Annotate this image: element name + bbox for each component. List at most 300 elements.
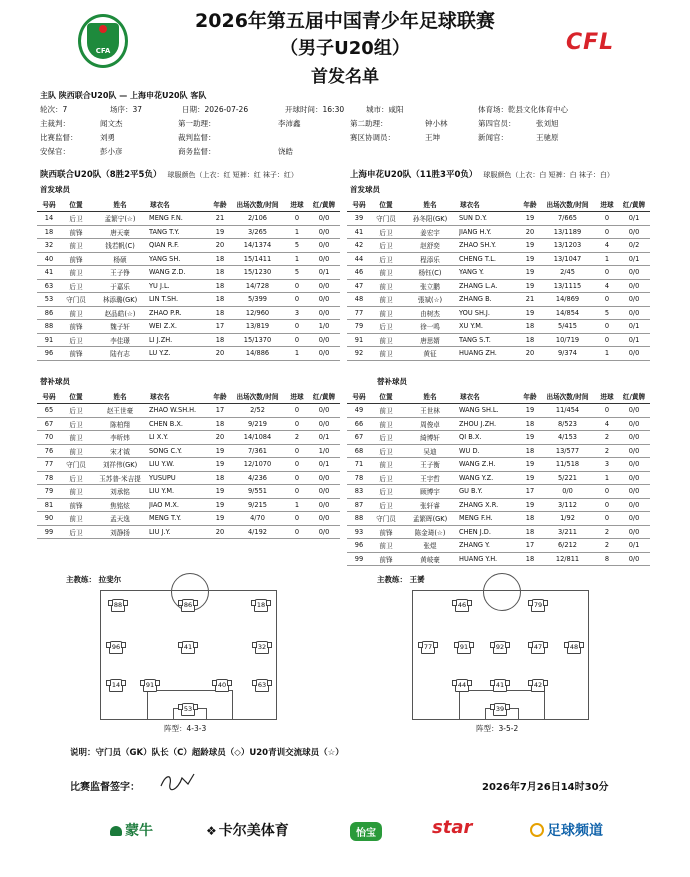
table-row (347, 498, 650, 512)
table-cell: 9/551 (229, 485, 286, 499)
table-cell: 18 (211, 252, 229, 266)
table-cell: 2/52 (229, 404, 286, 418)
table-cell: 钱若帆(C) (91, 239, 149, 253)
table-cell: ZHANG B. (459, 293, 521, 307)
table-cell: 0/0 (308, 239, 340, 253)
table-cell: 0 (286, 458, 308, 472)
table-cell: JIAO M.X. (149, 498, 211, 512)
player-jersey-icon: 40 (215, 679, 229, 692)
away-formation-pitch (412, 590, 589, 720)
table-cell: 13/1047 (539, 252, 596, 266)
table-cell: 19 (211, 512, 229, 526)
table-cell: 前锋 (61, 320, 91, 334)
table-cell: 0/1 (618, 252, 650, 266)
table-cell: 0/0 (618, 279, 650, 293)
table-row (347, 212, 650, 226)
table-cell: 后卫 (371, 485, 401, 499)
table-cell: 88 (37, 320, 61, 334)
table-cell: 19 (211, 458, 229, 472)
column-header: 进球 (596, 389, 618, 404)
table-cell: 孟繁宁(☆) (91, 212, 149, 226)
column-header: 球衣名 (459, 197, 521, 212)
player-jersey-icon: 47 (531, 641, 545, 654)
table-cell: 14/869 (539, 293, 596, 307)
column-header: 红/黄牌 (618, 197, 650, 212)
table-cell: LU Y.Z. (149, 347, 211, 361)
table-cell: 88 (347, 512, 371, 526)
table-cell: 21 (521, 293, 539, 307)
table-cell: 47 (347, 279, 371, 293)
table-cell: 20 (521, 225, 539, 239)
column-header: 位置 (61, 389, 91, 404)
table-cell: 姜宏宇 (401, 225, 459, 239)
table-cell: 19 (521, 306, 539, 320)
table-cell: LI X.Y. (149, 431, 211, 445)
table-row (37, 333, 340, 347)
table-cell: SUN D.Y. (459, 212, 521, 226)
column-header: 姓名 (91, 389, 149, 404)
venue: 体育场：乾县文化体育中心 (478, 105, 568, 114)
table-cell: 0 (286, 444, 308, 458)
table-cell: 0 (596, 212, 618, 226)
table-cell: JIANG H.Y. (459, 225, 521, 239)
home-starters-table (37, 197, 340, 361)
table-cell: 0 (596, 333, 618, 347)
column-header: 位置 (371, 197, 401, 212)
column-header: 号码 (347, 389, 371, 404)
table-row (37, 320, 340, 334)
table-cell: 41 (347, 225, 371, 239)
table-cell: 后卫 (61, 212, 91, 226)
kelme-paw-icon: ❖ (206, 824, 217, 838)
table-cell: 李昕炜 (91, 431, 149, 445)
player-jersey-icon: 53 (181, 703, 195, 716)
table-cell: YANG Y. (459, 266, 521, 280)
official-label: 赛区协调员： (350, 133, 395, 142)
table-cell: 孟繁晖(GK) (401, 512, 459, 526)
table-cell: ZHANG L.A. (459, 279, 521, 293)
away-team-header: 上海申花U20队（11胜3平0负） 球服颜色（上衣：白 短裤：白 袜子：白） (350, 170, 614, 180)
table-cell: 刘承铭 (91, 485, 149, 499)
table-cell: 4 (596, 417, 618, 431)
table-cell: 0/0 (308, 417, 340, 431)
table-cell: 0 (286, 320, 308, 334)
table-row (37, 347, 340, 361)
table-cell: 5 (286, 266, 308, 280)
kickoff-time: 开球时间：16:30 (285, 105, 345, 114)
table-cell: 20 (211, 239, 229, 253)
table-cell: 4 (596, 279, 618, 293)
table-cell: 王子衡 (401, 458, 459, 472)
table-row (347, 552, 650, 566)
document-title: 首发名单 (311, 67, 379, 87)
table-cell: 前卫 (61, 306, 91, 320)
table-cell: 4/236 (229, 471, 286, 485)
table-cell: 后卫 (371, 225, 401, 239)
home-formation: 阵型：4-3-3 (164, 724, 207, 733)
signature-label: 比赛监督签字： (70, 782, 140, 793)
table-cell: LIU Y.W. (149, 458, 211, 472)
table-cell: 前锋 (371, 552, 401, 566)
column-header: 号码 (37, 389, 61, 404)
table-cell: 18 (521, 512, 539, 526)
table-cell: 0/0 (308, 333, 340, 347)
table-cell: 15/1230 (229, 266, 286, 280)
table-cell: 张煜 (401, 539, 459, 553)
table-cell: 4 (596, 239, 618, 253)
player-jersey-icon: 63 (255, 679, 269, 692)
table-cell: 前卫 (371, 417, 401, 431)
player-jersey-icon: 18 (254, 599, 268, 612)
table-cell: ZHAO W.SH.H. (149, 404, 211, 418)
table-cell: 20 (211, 347, 229, 361)
table-cell: 后卫 (61, 333, 91, 347)
table-cell: 18 (211, 279, 229, 293)
signature-scribble (158, 770, 198, 792)
table-cell: 0 (286, 333, 308, 347)
table-cell: 4/153 (539, 431, 596, 445)
column-header: 年龄 (521, 197, 539, 212)
table-cell: 2 (596, 444, 618, 458)
table-cell: 1 (596, 471, 618, 485)
table-row (347, 293, 650, 307)
table-cell: 0 (286, 525, 308, 539)
table-row (37, 306, 340, 320)
table-cell: 3/112 (539, 498, 596, 512)
table-cell: 前卫 (61, 444, 91, 458)
table-row (37, 404, 340, 418)
official-value: 钟小林 (425, 119, 448, 128)
table-cell: 李佳璟 (91, 333, 149, 347)
table-cell: 前卫 (371, 279, 401, 293)
official-label: 新闻官： (478, 133, 508, 142)
official-value: 彭小彦 (100, 147, 123, 156)
column-header: 出场次数/时间 (539, 389, 596, 404)
table-cell: 18 (521, 525, 539, 539)
table-cell: ZHOU J.ZH. (459, 417, 521, 431)
table-row (347, 444, 650, 458)
player-jersey-icon: 91 (143, 679, 157, 692)
table-cell: 7/665 (539, 212, 596, 226)
table-row (347, 404, 650, 418)
table-cell: 19 (521, 404, 539, 418)
player-jersey-icon: 41 (493, 679, 507, 692)
table-cell: 71 (347, 458, 371, 472)
table-row (347, 333, 650, 347)
table-cell: 99 (37, 525, 61, 539)
table-cell: 1 (596, 252, 618, 266)
table-cell: CHEN B.X. (149, 417, 211, 431)
column-header: 出场次数/时间 (229, 389, 286, 404)
column-header: 号码 (347, 197, 371, 212)
table-cell: 0/0 (618, 431, 650, 445)
table-cell: 46 (347, 266, 371, 280)
home-kit-colors: 球服颜色（上衣：红 短裤：红 袜子：红） (167, 171, 298, 179)
official-label: 比赛监督： (40, 133, 78, 142)
table-cell: 刘静扬 (91, 525, 149, 539)
table-cell: 后卫 (61, 525, 91, 539)
table-cell: 后卫 (371, 252, 401, 266)
table-cell: 76 (37, 444, 61, 458)
table-cell: 13/1189 (539, 225, 596, 239)
city: 城市：咸阳 (366, 105, 404, 114)
column-header: 姓名 (91, 197, 149, 212)
mengniu-logo-icon (110, 826, 122, 836)
table-cell: 0 (596, 404, 618, 418)
table-row (37, 458, 340, 472)
official-value: 刘勇 (100, 133, 115, 142)
cfl-logo: CFL (566, 30, 615, 55)
table-row (347, 252, 650, 266)
table-cell: 张轩睿 (401, 498, 459, 512)
table-row (37, 293, 340, 307)
table-cell: 后卫 (371, 239, 401, 253)
table-cell: 后卫 (61, 417, 91, 431)
table-cell: SONG C.Y. (149, 444, 211, 458)
table-cell: 9/374 (539, 347, 596, 361)
table-cell: 19 (521, 431, 539, 445)
table-cell: 12/1070 (229, 458, 286, 472)
table-cell: 77 (347, 306, 371, 320)
table-cell: 孟天逸 (91, 512, 149, 526)
table-cell: 10/719 (539, 333, 596, 347)
table-cell: 0/1 (618, 539, 650, 553)
table-cell: 0/0 (308, 225, 340, 239)
table-cell: 0/0 (308, 471, 340, 485)
table-cell: 守门员 (371, 512, 401, 526)
table-cell: 吴迪 (401, 444, 459, 458)
table-cell: 17 (521, 485, 539, 499)
table-cell: 5/221 (539, 471, 596, 485)
table-cell: 4/70 (229, 512, 286, 526)
player-jersey-icon: 41 (181, 641, 195, 654)
table-cell: 0/0 (618, 293, 650, 307)
table-cell: 0/0 (618, 306, 650, 320)
table-cell: 53 (37, 293, 61, 307)
table-cell: 0/1 (618, 320, 650, 334)
table-cell: WANG Y.Z. (459, 471, 521, 485)
table-cell: 20 (211, 525, 229, 539)
table-cell: 0/0 (618, 225, 650, 239)
table-cell: LIU Y.M. (149, 485, 211, 499)
table-cell: 5/415 (539, 320, 596, 334)
official-value: 闻文杰 (100, 119, 123, 128)
table-cell: WU D. (459, 444, 521, 458)
table-cell: 99 (347, 552, 371, 566)
table-cell: 14/1084 (229, 431, 286, 445)
player-jersey-icon: 88 (111, 599, 125, 612)
table-cell: 守门员 (371, 212, 401, 226)
table-cell: 12/960 (229, 306, 286, 320)
table-cell: 5 (596, 306, 618, 320)
table-cell: 93 (347, 525, 371, 539)
table-cell: 70 (37, 431, 61, 445)
table-cell: 14/886 (229, 347, 286, 361)
table-cell: 0/0 (308, 279, 340, 293)
away-formation: 阵型：3-5-2 (476, 724, 519, 733)
official-label: 第四官员： (478, 119, 516, 128)
table-cell: 39 (347, 212, 371, 226)
table-cell: 前锋 (61, 498, 91, 512)
official-label: 裁判监督： (178, 133, 216, 142)
table-cell: 0/0 (618, 498, 650, 512)
table-header-row (347, 389, 650, 404)
table-cell: 0 (596, 225, 618, 239)
table-cell: 3 (286, 306, 308, 320)
table-cell: 18 (37, 225, 61, 239)
table-cell: 96 (347, 539, 371, 553)
table-cell: 1 (596, 347, 618, 361)
table-cell: 1/0 (308, 320, 340, 334)
column-header: 进球 (596, 197, 618, 212)
table-cell: 后卫 (61, 279, 91, 293)
table-cell: 0/0 (618, 458, 650, 472)
column-header: 球衣名 (459, 389, 521, 404)
table-cell: 49 (347, 404, 371, 418)
table-cell: HUANG ZH. (459, 347, 521, 361)
table-cell: 18 (521, 320, 539, 334)
table-cell: 王子铮 (91, 266, 149, 280)
table-cell: QIAN R.F. (149, 239, 211, 253)
league-title: 2026年第五届中国青少年足球联赛 (195, 10, 495, 32)
column-header: 出场次数/时间 (229, 197, 286, 212)
table-cell: 8/523 (539, 417, 596, 431)
table-cell: 18 (521, 417, 539, 431)
table-cell: YU J.L. (149, 279, 211, 293)
table-row (37, 266, 340, 280)
table-cell: 19 (211, 485, 229, 499)
table-cell: 0/0 (308, 212, 340, 226)
player-jersey-icon: 92 (493, 641, 507, 654)
cfa-logo: CFA (78, 14, 128, 68)
away-subs-table (347, 389, 650, 566)
table-cell: 6/212 (539, 539, 596, 553)
official-label: 商务监督： (178, 147, 216, 156)
table-cell: 2 (596, 539, 618, 553)
table-cell: 程添乐 (401, 252, 459, 266)
table-cell: 18 (211, 306, 229, 320)
table-cell: 唐思婿 (401, 333, 459, 347)
table-cell: 0/1 (308, 266, 340, 280)
table-row (347, 539, 650, 553)
table-cell: MENG F.N. (149, 212, 211, 226)
official-label: 第一助理： (178, 119, 216, 128)
table-cell: 林添璐(GK) (91, 293, 149, 307)
table-cell: 13/577 (539, 444, 596, 458)
table-cell: 3 (596, 458, 618, 472)
table-cell: 15/1411 (229, 252, 286, 266)
table-header-row (37, 197, 340, 212)
table-cell: 5/399 (229, 293, 286, 307)
column-header: 球衣名 (149, 197, 211, 212)
column-header: 红/黄牌 (618, 389, 650, 404)
table-cell: 0 (596, 266, 618, 280)
table-cell: 后卫 (371, 320, 401, 334)
match-number: 场序：37 (110, 105, 143, 114)
table-row (347, 512, 650, 526)
table-cell: 宋才钺 (91, 444, 149, 458)
table-cell: 90 (37, 512, 61, 526)
table-cell: 后卫 (371, 471, 401, 485)
table-cell: 玉苏普·米吉提 (91, 471, 149, 485)
table-cell: 陆有志 (91, 347, 149, 361)
table-cell: 赵品皓(☆) (91, 306, 149, 320)
table-row (347, 458, 650, 472)
sponsor-cestbon: 怡宝 (350, 822, 382, 841)
table-cell: 1/92 (539, 512, 596, 526)
away-starters-table (347, 197, 650, 361)
table-cell: 守门员 (61, 458, 91, 472)
table-cell: 3/211 (539, 525, 596, 539)
table-cell: 王宇哲 (401, 471, 459, 485)
table-cell: 79 (37, 485, 61, 499)
table-cell: 唐天豪 (91, 225, 149, 239)
official-value: 王驰原 (536, 133, 559, 142)
home-formation-pitch (100, 590, 277, 720)
table-cell: 前卫 (371, 333, 401, 347)
player-jersey-icon: 96 (109, 641, 123, 654)
table-cell: 0/0 (618, 266, 650, 280)
table-row (347, 239, 650, 253)
table-row (347, 306, 650, 320)
table-cell: 11/518 (539, 458, 596, 472)
table-cell: 陈金琦(☆) (401, 525, 459, 539)
table-cell: ZHANG Y. (459, 539, 521, 553)
group-subtitle: （男子U20组） (280, 38, 410, 59)
table-cell: 15/1370 (229, 333, 286, 347)
table-cell: 81 (37, 498, 61, 512)
table-cell: 18 (521, 552, 539, 566)
table-cell: 焦铭炫 (91, 498, 149, 512)
table-cell: 18 (211, 471, 229, 485)
table-cell: 0/0 (308, 306, 340, 320)
column-header: 位置 (61, 197, 91, 212)
table-row (37, 212, 340, 226)
column-header: 出场次数/时间 (539, 197, 596, 212)
table-cell: 96 (37, 347, 61, 361)
table-cell: 1 (286, 498, 308, 512)
table-row (347, 525, 650, 539)
table-cell: WANG SH.L. (459, 404, 521, 418)
table-cell: 18 (521, 333, 539, 347)
table-header-row (347, 197, 650, 212)
table-row (37, 252, 340, 266)
table-cell: LIN T.SH. (149, 293, 211, 307)
table-cell: 前锋 (61, 347, 91, 361)
official-label: 主裁判： (40, 119, 70, 128)
match-date: 日期：2026-07-26 (182, 105, 249, 114)
table-cell: LI J.ZH. (149, 333, 211, 347)
table-cell: 42 (347, 239, 371, 253)
table-cell: 41 (37, 266, 61, 280)
table-row (37, 525, 340, 539)
table-cell: 65 (37, 404, 61, 418)
table-cell: 0/0 (308, 252, 340, 266)
table-cell: 0/0 (618, 417, 650, 431)
table-cell: 66 (347, 417, 371, 431)
column-header: 年龄 (211, 197, 229, 212)
table-cell: 91 (347, 333, 371, 347)
table-cell: 17 (521, 539, 539, 553)
table-cell: 79 (347, 320, 371, 334)
player-jersey-icon: 44 (455, 679, 469, 692)
table-cell: 19 (521, 252, 539, 266)
table-row (347, 320, 650, 334)
table-cell: 19 (521, 239, 539, 253)
table-cell: 0/0 (618, 512, 650, 526)
table-cell: 3/265 (229, 225, 286, 239)
table-cell: 黄征 (401, 347, 459, 361)
